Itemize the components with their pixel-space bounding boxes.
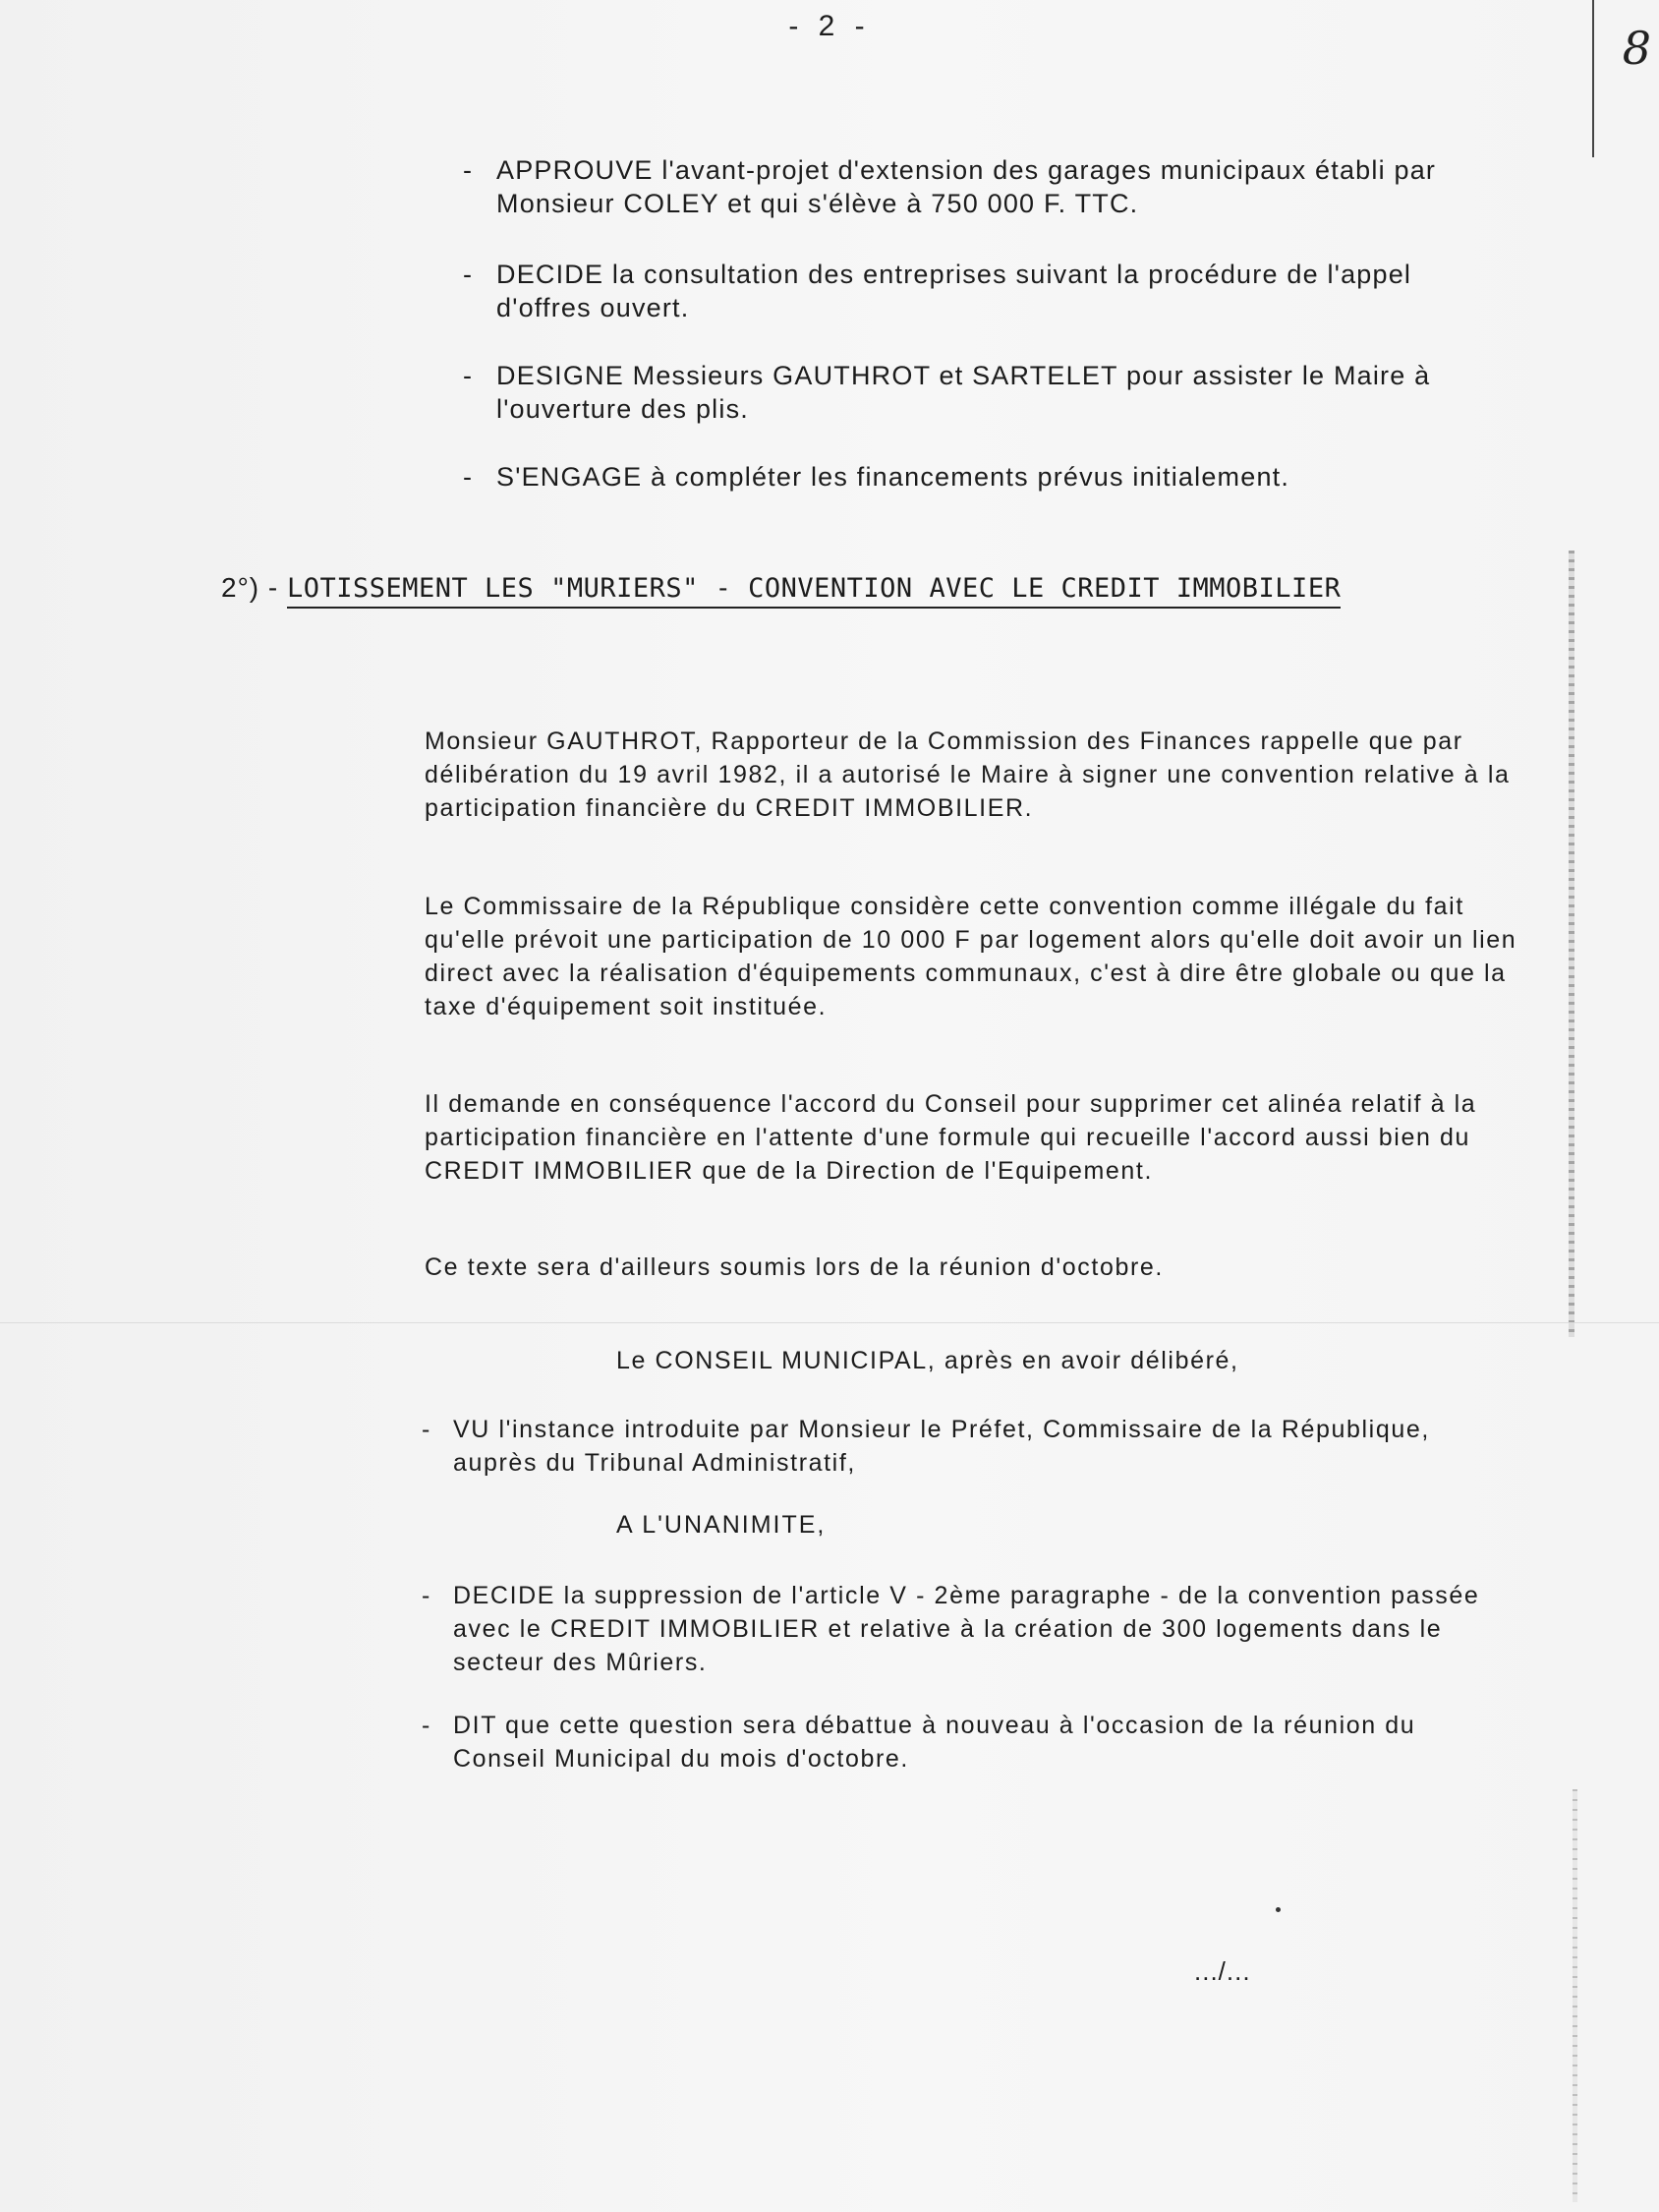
list-dash: - [463,462,474,492]
engage-item [463,460,1450,494]
item-text: DECIDE la suppression de l'article V - 2ème paragraphe - de la convention passée avec le CREDIT IMMOBILIER et relative à la création de 300 logements dans le secteur des Mûriers. [453,1582,1480,1676]
item-text: Messieurs GAUTHROT et SARTELET pour assister le Maire à l'ouverture des plis. [496,361,1431,424]
item-text: l'avant-projet d'extension des garages municipaux établi par Monsieur COLEY et qui s'élève à 750 000 F. TTC. [496,155,1437,218]
council-deliberation-line: Le CONSEIL MUNICIPAL, après en avoir délibéré, [616,1347,1239,1374]
vu-item [422,1413,1505,1480]
designe-item [463,359,1450,426]
section-heading [221,572,1341,604]
item-keyword: S'ENGAGE [496,462,643,492]
item-text: VU l'instance introduite par Monsieur le Préfet, Commissaire de la République, auprès du Tribunal Administratif, [453,1416,1430,1477]
unanimity-line: A L'UNANIMITE, [616,1511,827,1539]
item-text: la consultation des entreprises suivant la procédure de l'appel d'offres ouvert. [496,260,1412,322]
list-dash: - [422,1582,431,1609]
decide-suppression-item [422,1579,1505,1679]
ink-dot [1276,1907,1281,1912]
paragraph-texte-soumis: Ce texte sera d'ailleurs soumis lors de la réunion d'octobre. [425,1253,1164,1281]
paragraph-commissaire: Le Commissaire de la République considère cette convention comme illégale du fait qu'elle prévoit une participation de 10 000 F par logement alors qu'elle doit avoir un lien direct avec la réalisation d'équipements communaux, c'est à dire être globale ou que la taxe d'équipement soit instituée. [425,893,1517,1020]
list-dash: - [422,1712,431,1739]
approuve-item [463,153,1450,220]
list-dash: - [463,155,474,185]
item-keyword: DESIGNE [496,361,624,390]
list-dash: - [463,260,474,289]
item-keyword: DECIDE [496,260,604,289]
binding-edge-strip [1569,551,1574,1337]
item-text: DIT que cette question sera débattue à nouveau à l'occasion de la réunion du Conseil Municipal du mois d'octobre. [453,1712,1416,1773]
item-keyword: APPROUVE [496,155,654,185]
section-title: LOTISSEMENT LES "MURIERS" - CONVENTION AVEC LE CREDIT IMMOBILIER [287,573,1341,609]
decide-consultation-item [463,258,1450,324]
list-dash: - [422,1416,431,1443]
section-number: 2°) - [221,572,279,603]
list-dash: - [463,361,474,390]
binding-edge-strip-lower [1573,1789,1577,2202]
continuation-mark: .../... [1194,1956,1251,1986]
page-edge-line [1592,0,1594,157]
item-text: à compléter les financements prévus initialement. [651,462,1290,492]
dit-item [422,1709,1505,1775]
handwritten-folio-number: 8 [1622,22,1651,75]
paragraph-rapporteur: Monsieur GAUTHROT, Rapporteur de la Commission des Finances rappelle que par délibération du 19 avril 1982, il a autorisé le Maire à signer une convention relative à la participation financière du CREDIT IMMOBILIER. [425,728,1511,822]
page-number: - 2 - [788,10,871,42]
scan-crease-line [0,1322,1659,1323]
paragraph-demande: Il demande en conséquence l'accord du Conseil pour supprimer cet alinéa relatif à la participation financière en l'attente d'une formule qui recueille l'accord aussi bien du CREDIT IMMOBILIER que de la Direction de l'Equipement. [425,1090,1477,1185]
